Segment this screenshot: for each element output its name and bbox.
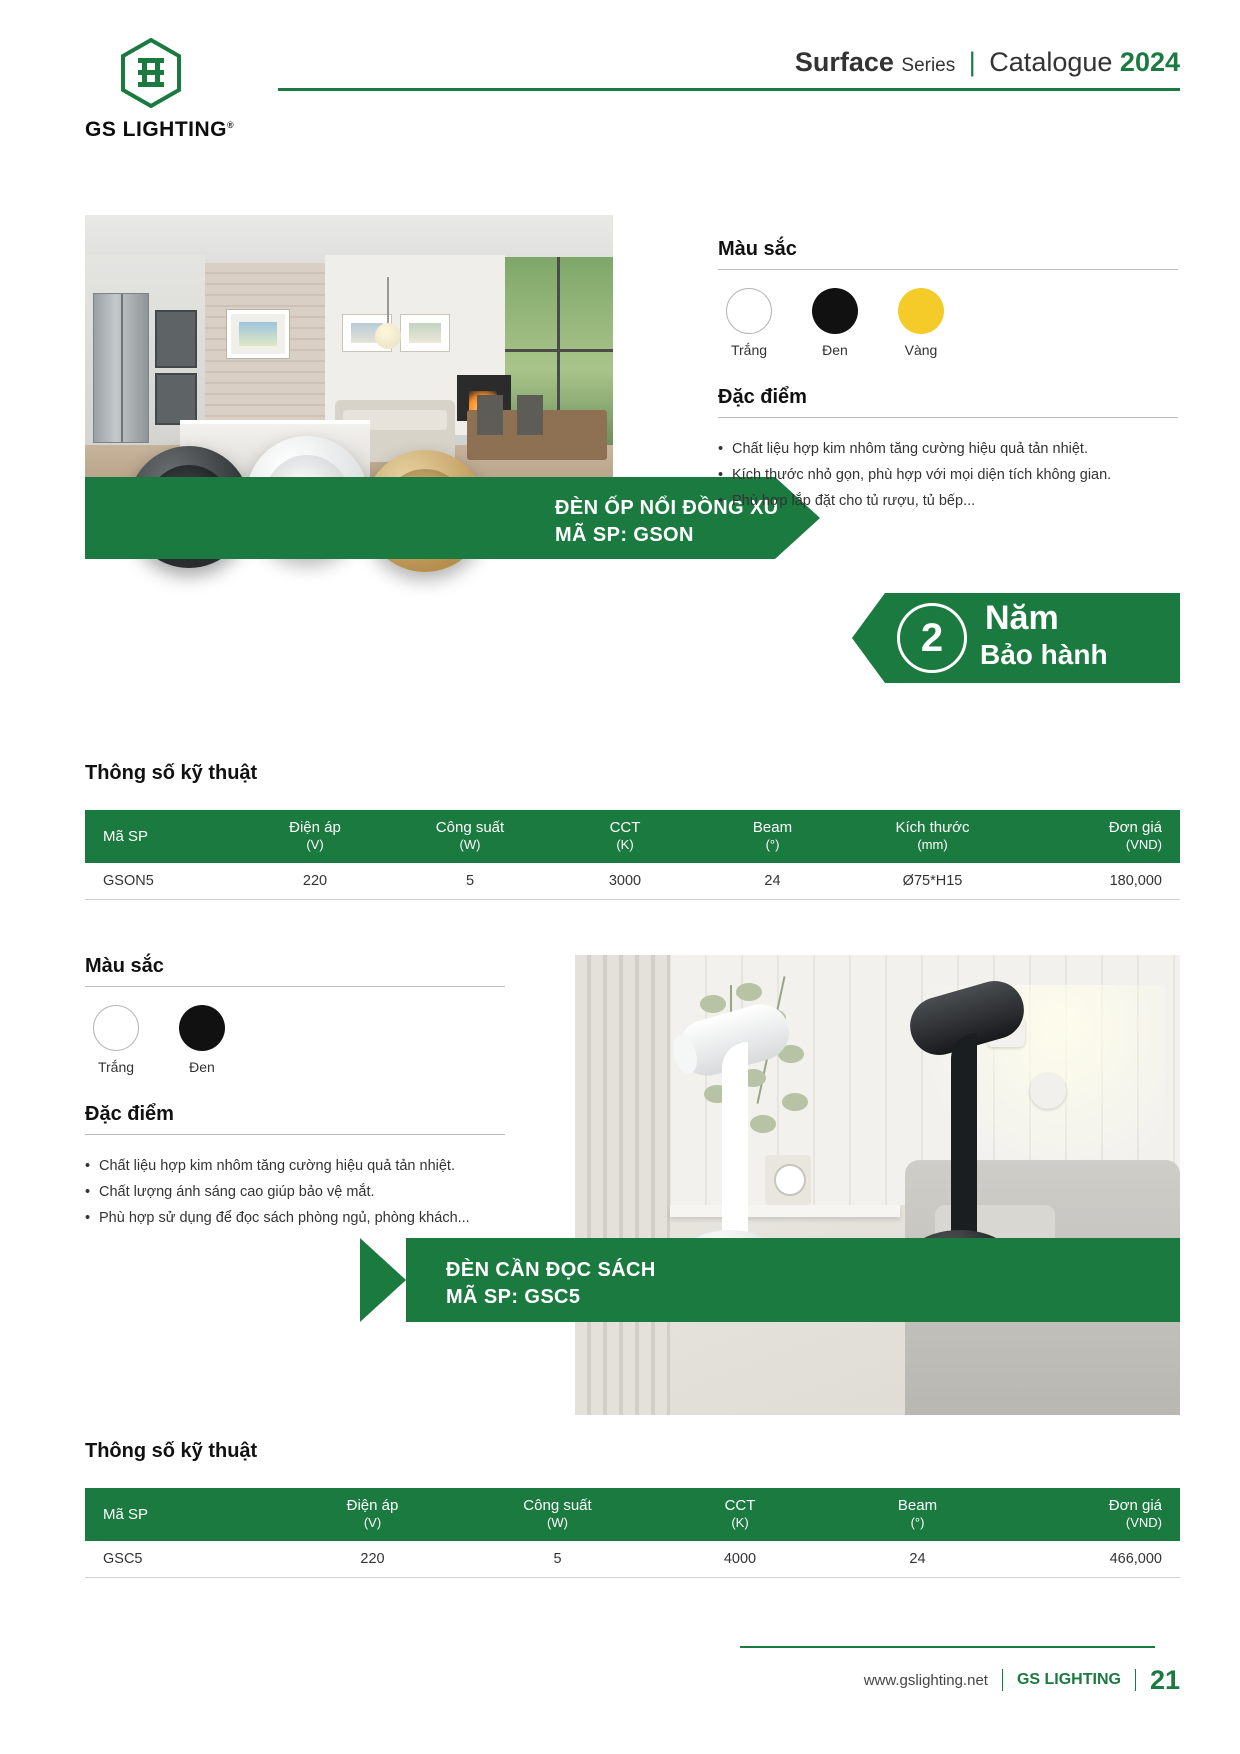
product2-spec-table (85, 1488, 1180, 1578)
list-item: • Kích thước nhỏ gọn, phù hợp với mọi diện tích không gian. (718, 462, 1178, 488)
th-cong-suat: Công suất (W) (465, 1488, 650, 1541)
page-number: 21 (1149, 1664, 1180, 1695)
list-item: • Chất liệu hợp kim nhôm tăng cường hiệu quả tản nhiệt. (85, 1153, 505, 1179)
warranty-badge (885, 593, 1180, 683)
color-swatch-yellow[interactable] (890, 288, 952, 358)
color-label-yellow: Vàng (904, 342, 938, 358)
page-footer (700, 1660, 1180, 1700)
color-dot-black-icon (179, 1005, 225, 1051)
header-title-separator: | (968, 47, 976, 77)
product2-colors-divider (85, 986, 505, 987)
product1-color-swatches (718, 288, 1178, 358)
product2-features-title: Đặc điểm (85, 1103, 174, 1125)
color-swatch-white[interactable] (718, 288, 780, 358)
header-title-year: 2024 (1119, 47, 1180, 77)
th-ma-sp: Mã SP (85, 810, 240, 863)
footer-separator-2 (1135, 1669, 1136, 1691)
footer-brand: GS LIGHTING (1016, 1671, 1121, 1688)
header-title-main: Surface (794, 47, 894, 77)
cell-don-gia: 466,000 (1005, 1541, 1180, 1578)
product2-spec-title: Thông số kỹ thuật (85, 1440, 258, 1462)
color-label-white: Trắng (97, 1059, 135, 1075)
table-header-row (85, 810, 1180, 863)
table-header-row (85, 1488, 1180, 1541)
product1-name-banner (85, 477, 820, 559)
brand-logo (85, 38, 275, 148)
product1-colors-title: Màu sắc (718, 238, 797, 260)
list-item: • Phù hợp lắp đặt cho tủ rượu, tủ bếp... (718, 488, 1178, 514)
color-label-black: Đen (189, 1059, 215, 1075)
th-don-gia: Đơn giá (VND) (1005, 1488, 1180, 1541)
color-dot-white-icon (726, 288, 772, 334)
product1-spec-title: Thông số kỹ thuật (85, 762, 258, 784)
color-label-black: Đen (822, 342, 848, 358)
product2-banner-line1: ĐÈN CẦN ĐỌC SÁCH (446, 1259, 656, 1281)
color-swatch-white[interactable] (85, 1005, 147, 1075)
product2-colors-title: Màu sắc (85, 955, 164, 977)
cell-beam: 24 (700, 863, 845, 900)
list-item: • Phù hợp sử dụng để đọc sách phòng ngủ, phòng khách... (85, 1205, 505, 1231)
color-dot-yellow-icon (898, 288, 944, 334)
header-title-series: Series (901, 55, 956, 76)
product1-features-list (718, 436, 1178, 514)
warranty-line2: Bảo hành (980, 639, 1108, 670)
th-cct: CCT (K) (550, 810, 700, 863)
cell-dien-ap: 220 (280, 1541, 465, 1578)
cell-beam: 24 (830, 1541, 1005, 1578)
cell-cct: 4000 (650, 1541, 830, 1578)
color-label-white: Trắng (730, 342, 768, 358)
product1-colors-divider (718, 269, 1178, 270)
th-dien-ap: Điện áp (V) (280, 1488, 465, 1541)
th-beam: Beam (°) (830, 1488, 1005, 1541)
product1-info-column (718, 238, 1178, 514)
cell-ma-sp: GSON5 (85, 863, 240, 900)
cell-cong-suat: 5 (465, 1541, 650, 1578)
cell-kich-thuoc: Ø75*H15 (845, 863, 1020, 900)
product2-color-swatches (85, 1005, 505, 1075)
footer-divider (740, 1646, 1155, 1648)
color-dot-white-icon (93, 1005, 139, 1051)
warranty-years-number: 2 (897, 603, 967, 673)
warranty-line1: Năm (985, 599, 1059, 637)
th-dien-ap: Điện áp (V) (240, 810, 390, 863)
footer-website[interactable]: www.gslighting.net (863, 1671, 988, 1689)
th-kich-thuoc: Kích thước (mm) (845, 810, 1020, 863)
product2-name-banner (360, 1238, 1180, 1322)
th-cct: CCT (K) (650, 1488, 830, 1541)
cell-cong-suat: 5 (390, 863, 550, 900)
product1-banner-line1: ĐÈN ỐP NỔI ĐỒNG XU (555, 497, 779, 519)
header-title (795, 47, 1180, 78)
header-divider (278, 88, 1180, 91)
cell-cct: 3000 (550, 863, 700, 900)
product2-features-divider (85, 1134, 505, 1135)
product2-features-list (85, 1153, 505, 1231)
header-title-catalogue: Catalogue (989, 47, 1113, 77)
hexagon-logo-icon (120, 38, 182, 108)
list-item: • Chất lượng ánh sáng cao giúp bảo vệ mắt. (85, 1179, 505, 1205)
th-cong-suat: Công suất (W) (390, 810, 550, 863)
table-row (85, 1541, 1180, 1578)
registered-mark: ® (227, 120, 235, 130)
product1-spec-table (85, 810, 1180, 900)
color-swatch-black[interactable] (171, 1005, 233, 1075)
cell-don-gia: 180,000 (1020, 863, 1180, 900)
product2-banner-line2: MÃ SP: GSC5 (446, 1286, 581, 1308)
color-swatch-black[interactable] (804, 288, 866, 358)
list-item: • Chất liệu hợp kim nhôm tăng cường hiệu quả tản nhiệt. (718, 436, 1178, 462)
footer-separator (1002, 1669, 1003, 1691)
product1-features-title: Đặc điểm (718, 386, 807, 408)
color-dot-black-icon (812, 288, 858, 334)
th-don-gia: Đơn giá (VND) (1020, 810, 1180, 863)
brand-name: GS LIGHTING (85, 118, 227, 141)
product1-banner-line2: MÃ SP: GSON (555, 524, 694, 546)
th-ma-sp: Mã SP (85, 1488, 280, 1541)
product2-info-column (85, 955, 505, 1231)
th-beam: Beam (°) (700, 810, 845, 863)
product1-features-divider (718, 417, 1178, 418)
table-row (85, 863, 1180, 900)
cell-dien-ap: 220 (240, 863, 390, 900)
page-header (0, 0, 1240, 175)
brand-wordmark (85, 118, 275, 142)
cell-ma-sp: GSC5 (85, 1541, 280, 1578)
